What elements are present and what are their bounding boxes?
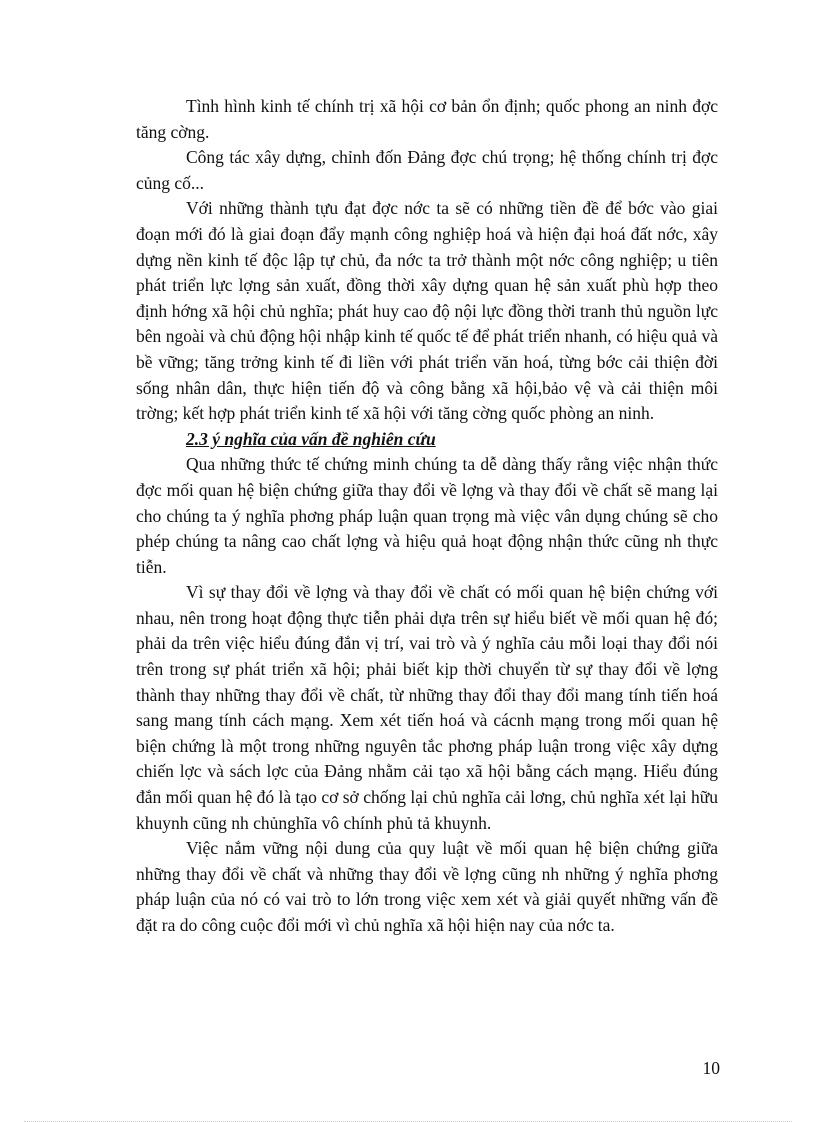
body-text xyxy=(136,94,718,939)
paragraph-achievements: Với những thành tựu đạt đợc nớc ta sẽ có những tiền đề để bớc vào giai đoạn mới đó là giai đoạn đẩy mạnh công nghiệp hoá và hiện đại hoá đất nớc, xây dựng nền kinh tế độc lập tự chủ, đa nớc ta trở thành một nớc công nghiệp; u tiên phát triển lực lợng sản xuất, đồng thời xây dựng quan hệ sản xuất phù hợp theo định hớng xã hội chủ nghĩa; phát huy cao độ nội lực đồng thời tranh thủ nguồn lực bên ngoài và chủ động hội nhập kinh tế quốc tế để phát triển nhanh, có hiệu quả và bề vững; tăng trởng kinh tế đi liền với phát triển văn hoá, từng bớc cải thiện đời sống nhân dân, thực hiện tiến độ và công bằng xã hội,bảo vệ và cải thiện môi trờng; kết hợp phát triển kinh tế xã hội với tăng cờng quốc phòng an ninh. xyxy=(136,198,718,424)
paragraph-stability: Tình hình kinh tế chính trị xã hội cơ bản ổn định; quốc phong an ninh đợc tăng cờng. xyxy=(136,96,718,142)
paragraph-meaning-3: Việc nắm vững nội dung của quy luật về mối quan hệ biện chứng giữa những thay đổi về chất và những thay đổi về lợng cũng nh những ý nghĩa phơng pháp luận của nó có vai trò to lớn trong việc xem xét và giải quyết những vấn đề đặt ra do công cuộc đổi mới vì chủ nghĩa xã hội hiện nay của nớc ta. xyxy=(136,838,718,935)
page-number: 10 xyxy=(702,1058,720,1078)
paragraph-meaning-2: Vì sự thay đổi về lợng và thay đổi về chất có mối quan hệ biện chứng với nhau, nên trong hoạt động thực tiễn phải dựa trên sự hiểu biết về mối quan hệ đó; phải da trên việc hiểu đúng đắn vị trí, vai trò và ý nghĩa cảu mỗi loại thay đổi nói trên trong sự phát triển xã hội; phải biết kịp thời chuyển từ sự thay đổi về lợng thành thay những thay đổi về chất, từ những thay đổi thay đổi mang tính tiến hoá sang mang tính cách mạng. Xem xét tiến hoá và cácnh mạng trong mối quan hệ biện chứng là một trong những nguyên tắc phơng pháp luận trong việc xây dựng chiến lợc và sách lợc của Đảng nhằm cải tạo xã hội bằng cách mạng. Hiểu đúng đắn mối quan hệ đó là tạo cơ sở chống lại chủ nghĩa cải lơng, chủ nghĩa xét lại hữu khuynh cũng nh chủnghĩa vô chính phủ tả khuynh. xyxy=(136,582,718,833)
section-heading: 2.3 ý nghĩa của vấn đề nghiên cứu xyxy=(186,428,436,449)
paragraph-party-building: Công tác xây dựng, chỉnh đốn Đảng đợc chú trọng; hệ thống chính trị đợc củng cố... xyxy=(136,147,718,193)
paragraph-meaning-1: Qua những thức tế chứng minh chúng ta dễ dàng thấy rằng việc nhận thức đợc mối quan hệ biện chứng giữa thay đổi về lợng và thay đổi về chất sẽ mang lại cho chúng ta ý nghĩa phơng pháp luận quan trọng mà việc vân dụng chúng sẽ cho phép chúng ta nâng cao chất lợng và hiệu quả hoạt động nhận thức cũng nh thực tiễn. xyxy=(136,454,718,577)
page-bottom-divider xyxy=(24,1121,792,1122)
